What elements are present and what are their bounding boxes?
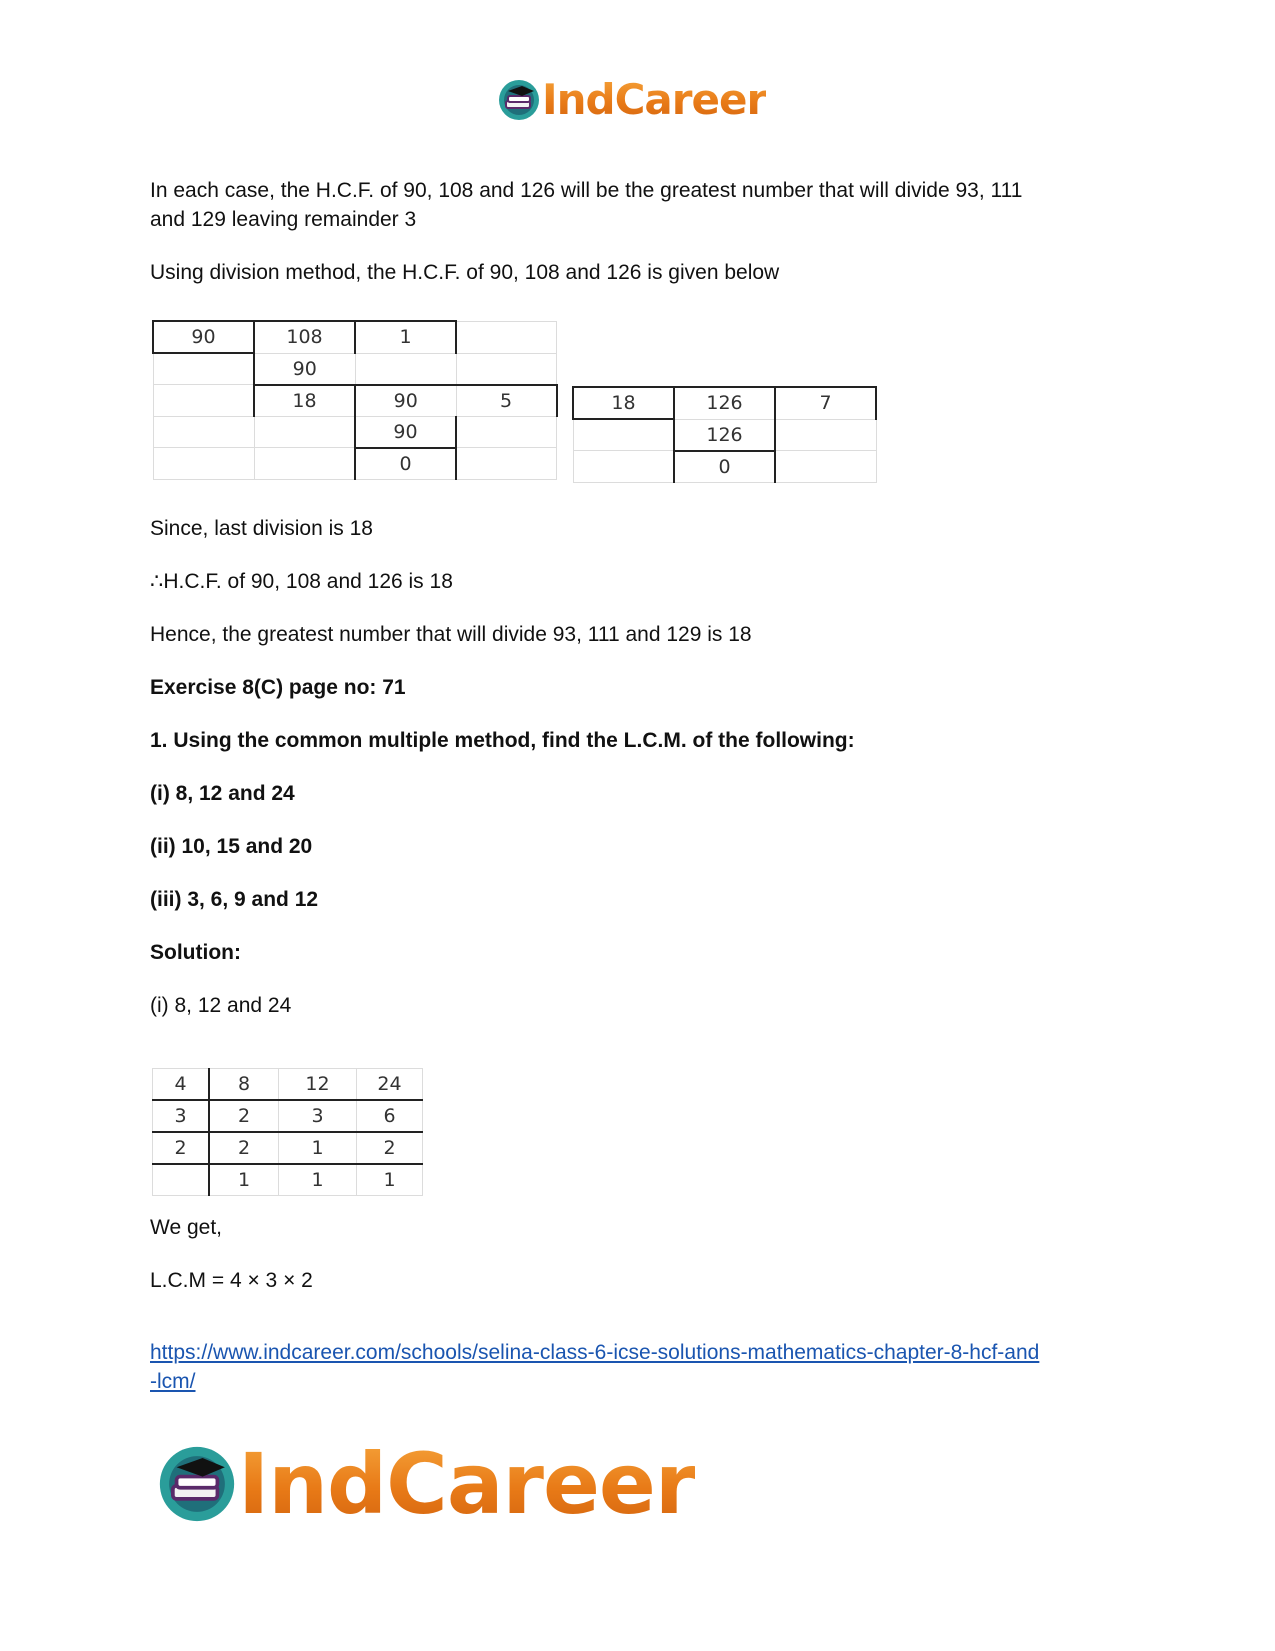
division-table-1 <box>152 320 558 480</box>
table-cell: 5 <box>456 385 557 417</box>
paragraph-hcf-result: ∴H.C.F. of 90, 108 and 126 is 18 <box>150 570 453 593</box>
table-cell: 1 <box>279 1164 357 1196</box>
paragraph-last-division: Since, last division is 18 <box>150 517 373 540</box>
table-cell <box>456 416 557 448</box>
table-cell: 90 <box>254 353 355 385</box>
table-cell <box>573 451 674 483</box>
table-cell: 90 <box>153 321 254 353</box>
table-row <box>573 451 876 483</box>
table-cell: 2 <box>153 1132 210 1164</box>
lcm-table <box>152 1068 423 1196</box>
table-cell <box>153 353 254 385</box>
table-cell: 0 <box>355 448 456 480</box>
table-cell <box>456 353 557 385</box>
footer-link-line2[interactable]: -lcm/ <box>150 1370 196 1393</box>
table-cell: 2 <box>357 1132 423 1164</box>
table-cell: 108 <box>254 321 355 353</box>
table-row <box>153 1069 423 1101</box>
table-cell: 18 <box>254 385 355 417</box>
table-cell: 3 <box>279 1100 357 1132</box>
solution-heading: Solution: <box>150 941 241 964</box>
table-cell: 1 <box>357 1164 423 1196</box>
table-cell: 18 <box>573 387 674 419</box>
table-row <box>573 387 876 419</box>
paragraph-hcf-intro-line1: In each case, the H.C.F. of 90, 108 and 126 will be the greatest number that will divide 93, 111 <box>150 179 1023 202</box>
table-cell: 24 <box>357 1069 423 1101</box>
table-cell <box>456 321 557 353</box>
table-cell <box>153 385 254 417</box>
footer-link-line1[interactable]: https://www.indcareer.com/schools/selina-class-6-icse-solutions-mathematics-chapter-8-hcf-and <box>150 1341 1040 1364</box>
table-cell: 6 <box>357 1100 423 1132</box>
table-cell <box>775 419 876 451</box>
table-row <box>153 1132 423 1164</box>
table-cell: 2 <box>209 1100 279 1132</box>
table-row <box>153 1100 423 1132</box>
table-row <box>153 321 557 353</box>
table-cell <box>254 448 355 480</box>
footer-logo <box>158 1435 696 1533</box>
paragraph-division-method: Using division method, the H.C.F. of 90, 108 and 126 is given below <box>150 261 780 284</box>
header-logo <box>498 76 766 124</box>
table-cell: 1 <box>279 1132 357 1164</box>
table-row <box>573 419 876 451</box>
table-cell: 3 <box>153 1100 210 1132</box>
table-cell <box>153 448 254 480</box>
paragraph-lcm-expression: L.C.M = 4 × 3 × 2 <box>150 1269 313 1292</box>
table-cell <box>573 419 674 451</box>
table-cell <box>153 1164 210 1196</box>
graduation-book-icon <box>158 1445 236 1523</box>
table-cell: 0 <box>674 451 775 483</box>
table-cell: 2 <box>209 1132 279 1164</box>
table-cell <box>153 416 254 448</box>
solution-part-i: (i) 8, 12 and 24 <box>150 994 292 1017</box>
table-cell: 7 <box>775 387 876 419</box>
table-row <box>153 448 557 480</box>
table-cell: 126 <box>674 419 775 451</box>
paragraph-hcf-intro-line2: and 129 leaving remainder 3 <box>150 208 417 231</box>
table-cell <box>775 451 876 483</box>
table-cell: 126 <box>674 387 775 419</box>
table-cell <box>355 353 456 385</box>
table-row <box>153 385 557 417</box>
exercise-heading: Exercise 8(C) page no: 71 <box>150 676 406 699</box>
table-cell <box>254 416 355 448</box>
footer-logo-text: IndCareer <box>238 1435 696 1533</box>
paragraph-we-get: We get, <box>150 1216 222 1239</box>
table-cell: 4 <box>153 1069 210 1101</box>
question-1-part-iii: (iii) 3, 6, 9 and 12 <box>150 888 319 911</box>
table-row <box>153 1164 423 1196</box>
header-logo-text: IndCareer <box>542 75 767 124</box>
question-1-part-ii: (ii) 10, 15 and 20 <box>150 835 313 858</box>
table-row <box>153 416 557 448</box>
graduation-book-icon <box>498 79 540 121</box>
question-1-part-i: (i) 8, 12 and 24 <box>150 782 295 805</box>
division-table-2 <box>572 386 877 483</box>
table-cell: 1 <box>355 321 456 353</box>
table-cell: 12 <box>279 1069 357 1101</box>
table-cell: 90 <box>355 385 456 417</box>
table-row <box>153 353 557 385</box>
table-cell: 8 <box>209 1069 279 1101</box>
paragraph-greatest-number: Hence, the greatest number that will divide 93, 111 and 129 is 18 <box>150 623 752 646</box>
question-1: 1. Using the common multiple method, find the L.C.M. of the following: <box>150 729 855 752</box>
table-cell: 90 <box>355 416 456 448</box>
table-cell: 1 <box>209 1164 279 1196</box>
table-cell <box>456 448 557 480</box>
